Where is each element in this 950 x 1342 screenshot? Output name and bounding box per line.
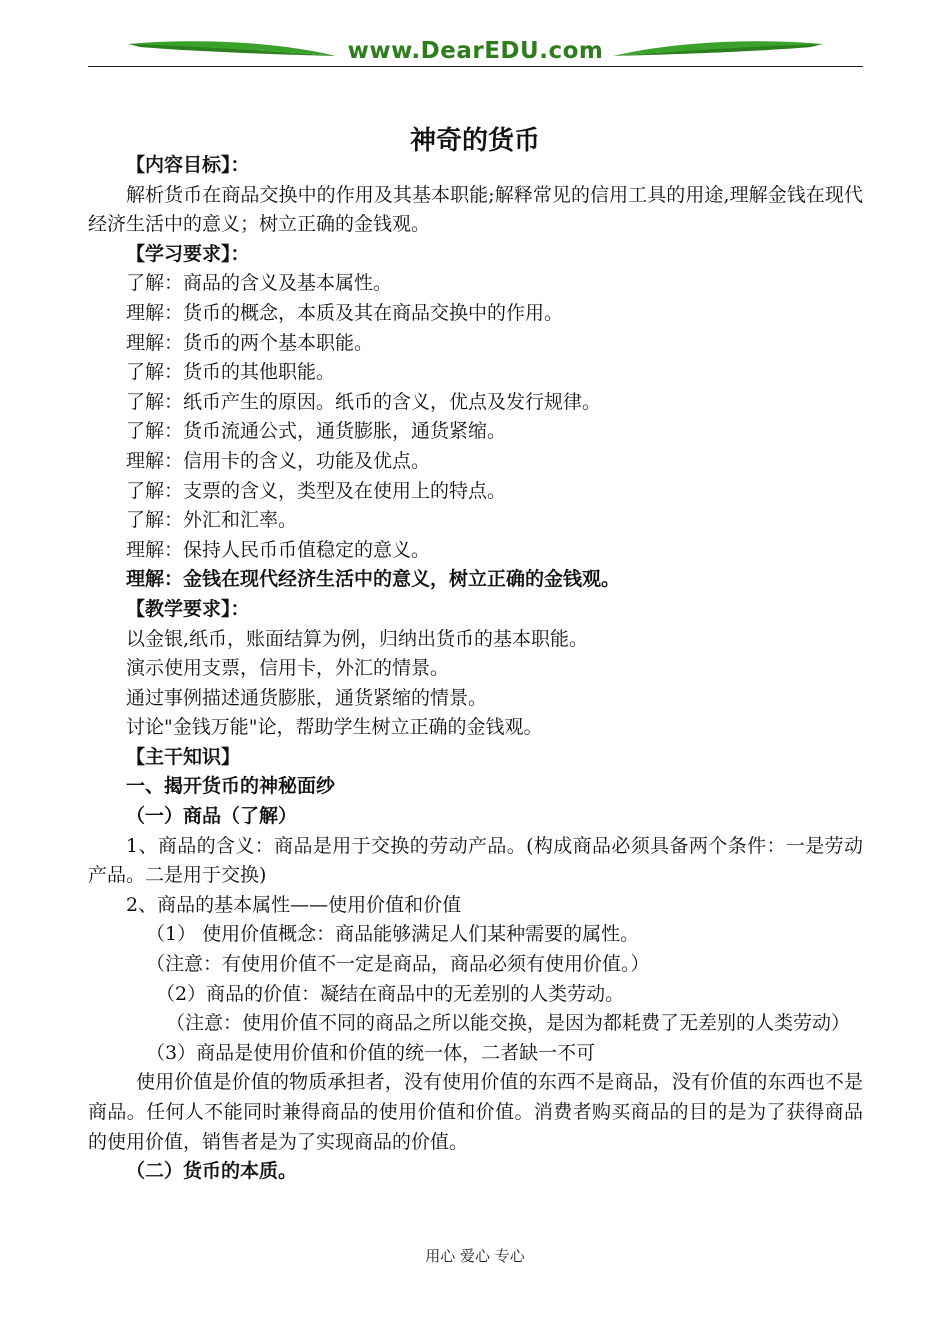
paragraph-line: （注意：有使用价值不一定是商品，商品必须有使用价值。） [146, 953, 650, 976]
paragraph-line: 讨论"金钱万能"论，帮助学生树立正确的金钱观。 [126, 716, 543, 739]
paragraph-line: 理解：货币的概念，本质及其在商品交换中的作用。 [126, 301, 564, 324]
paragraph-line: 理解：货币的两个基本职能。 [126, 331, 374, 354]
paragraph-line: 【教学要求】： [126, 597, 250, 620]
paragraph-line: 一、揭开货币的神秘面纱 [126, 775, 336, 798]
paragraph-line: 了解：商品的含义及基本属性。 [126, 272, 393, 295]
paragraph-line: 1、商品的含义：商品是用于交换的劳动产品。(构成商品必须具备两个条件：一是劳动产品。二是用于交换) [88, 834, 863, 887]
paragraph-line: 【学习要求】： [126, 242, 250, 265]
paragraph-line: 【主干知识】 [126, 745, 241, 768]
paragraph-line: 了解：外汇和汇率。 [126, 509, 298, 532]
paragraph-line: （1） 使用价值概念：商品能够满足人们某种需要的属性。 [146, 923, 640, 946]
paragraph-line: （注意：使用价值不同的商品之所以能交换，是因为都耗费了无差别的人类劳动） [166, 1012, 851, 1035]
header-divider [88, 66, 863, 67]
paragraph-line: 了解：货币的其他职能。 [126, 361, 336, 384]
paragraph-line: 【内容目标】： [126, 154, 250, 176]
paragraph-line: （3）商品是使用价值和价值的统一体，二者缺一不可 [146, 1041, 596, 1064]
paragraph-line: 通过事例描述通货膨胀，通货紧缩的情景。 [126, 686, 488, 709]
paragraph-line: 理解：信用卡的含义，功能及优点。 [126, 449, 431, 472]
paragraph-line: 2、商品的基本属性——使用价值和价值 [126, 893, 462, 916]
page-title: 神奇的货币 [409, 126, 540, 156]
site-url: www.DearEDU.com [347, 38, 604, 64]
paragraph-line: 以金银,纸币，账面结算为例，归纳出货币的基本职能。 [126, 627, 589, 650]
paragraph-line: 使用价值是价值的物质承担者，没有使用价值的东西不是商品，没有价值的东西也不是商品。任何人不能同时兼得商品的使用价值和价值。消费者购买商品的目的是为了获得商品的使用价值，销售者是为了实现商品的价值。 [88, 1071, 863, 1153]
paragraph-line: 了解：货币流通公式，通货膨胀，通货紧缩。 [126, 420, 507, 443]
paragraph-line: 演示使用支票，信用卡，外汇的情景。 [126, 657, 450, 680]
paragraph-line: （一）商品（了解） [126, 805, 298, 828]
paragraph-line: 解析货币在商品交换中的作用及其基本职能;解释常见的信用工具的用途,理解金钱在现代经济生活中的意义；树立正确的金钱观。 [88, 183, 863, 236]
document-body [88, 151, 863, 1187]
paragraph-line: （2）商品的价值：凝结在商品中的无差别的人类劳动。 [156, 982, 625, 1005]
paragraph-line: 理解：保持人民币币值稳定的意义。 [126, 538, 431, 561]
paragraph-line: 理解：金钱在现代经济生活中的意义，树立正确的金钱观。 [126, 568, 621, 591]
paragraph-line: 了解：支票的含义，类型及在使用上的特点。 [126, 479, 507, 502]
site-header-banner [88, 34, 863, 68]
paragraph-line: 了解：纸币产生的原因。纸币的含义，优点及发行规律。 [126, 390, 602, 413]
page-footer: 用心 爱心 专心 [425, 1247, 525, 1265]
paragraph-line: （二）货币的本质。 [126, 1160, 298, 1183]
